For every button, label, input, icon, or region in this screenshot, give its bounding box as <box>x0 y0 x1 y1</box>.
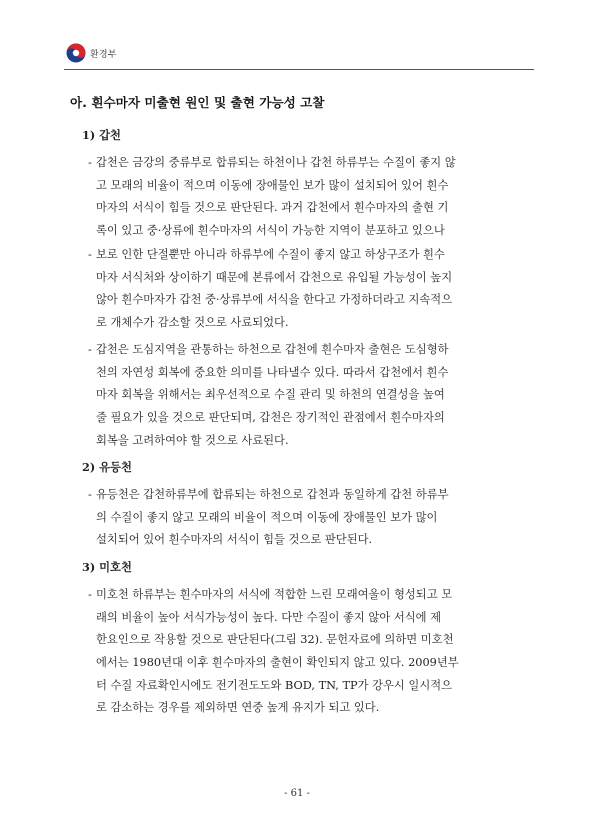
text-line: 갑천은 금강의 중류부로 합류되는 하천이나 갑천 하류부는 수질이 좋지 않 <box>96 156 456 169</box>
bullet-dash: - <box>88 343 92 356</box>
header-divider <box>64 69 534 70</box>
text-line: 않아 흰수마자가 갑천 중·상류부에 서식을 한다고 가정하더라고 지속적으 <box>96 293 453 307</box>
bullet-dash: - <box>88 248 92 261</box>
taegeuk-emblem-icon <box>66 43 86 63</box>
text-line: 래의 비율이 높아 서식가능성이 높다. 다만 수질이 좋지 않아 서식에 제 <box>96 610 442 624</box>
text-line: 한요인으로 작용할 것으로 판단된다(그림 32). 문헌자료에 의하면 미호천 <box>96 633 454 647</box>
text-line: 미호천 하류부는 흰수마자의 서식에 적합한 느린 모래여울이 형성되고 모 <box>96 588 453 601</box>
subsection-heading-mihocheon: 3) 미호천 <box>82 560 132 574</box>
bullet-paragraph <box>88 584 538 720</box>
org-name: 환경부 <box>90 49 117 60</box>
text-line: 마자의 서식이 힘들 것으로 판단된다. 과거 갑천에서 흰수마자의 출현 기 <box>96 201 449 215</box>
subsection-heading-gapcheon: 1) 갑천 <box>82 128 121 142</box>
text-line: 터 수질 자료확인시에도 전기전도도와 BOD, TN, TP가 강우시 일시적으 <box>96 678 453 692</box>
text-line: 마자 서식처와 상이하기 때문에 본류에서 갑천으로 유입될 가능성이 높지 <box>96 270 453 284</box>
subsection-heading-yudeungcheon: 2) 유등천 <box>82 460 132 474</box>
text-line: 로 감소하는 경우를 제외하면 연중 높게 유지가 되고 있다. <box>96 701 380 715</box>
text-line: 고 모래의 비율이 적으며 이동에 장애물인 보가 많이 설치되어 있어 흰수 <box>96 178 449 192</box>
text-line: 줄 필요가 있을 것으로 판단되며, 갑천은 장기적인 관점에서 흰수마자의 <box>96 411 445 425</box>
bullet-paragraph <box>88 484 538 552</box>
text-line: 설치되어 있어 흰수마자의 서식이 힘들 것으로 판단된다. <box>96 533 373 547</box>
text-line: 보로 인한 단절뿐만 아니라 하류부에 수질이 좋지 않고 하상구조가 흰수 <box>96 248 445 261</box>
bullet-paragraph <box>88 339 538 452</box>
section-title: 아. 흰수마자 미출현 원인 및 출현 가능성 고찰 <box>70 95 325 110</box>
bullet-paragraph <box>88 244 538 335</box>
bullet-dash: - <box>88 488 92 501</box>
bullet-dash: - <box>88 588 92 601</box>
page-number: - 61 - <box>284 788 310 799</box>
bullet-paragraph <box>88 152 538 243</box>
document-header <box>66 40 117 66</box>
text-line: 로 개체수가 감소할 것으로 사료되었다. <box>96 316 289 330</box>
text-line: 에서는 1980년대 이후 흰수마자의 출현이 확인되지 않고 있다. 2009년부 <box>96 656 459 670</box>
text-line: 유등천은 갑천하류부에 합류되는 하천으로 갑천과 동일하게 갑천 하류부 <box>96 488 449 501</box>
bullet-dash: - <box>88 156 92 169</box>
text-line: 록이 있고 중·상류에 흰수마자의 서식이 가능한 지역이 분포하고 있으나 <box>96 224 445 238</box>
text-line: 의 수질이 좋지 않고 모래의 비율이 적으며 이동에 장애물인 보가 많이 <box>96 510 438 524</box>
text-line: 천의 자연성 회복에 중요한 의미를 나타낼수 있다. 따라서 갑천에서 흰수 <box>96 365 449 379</box>
text-line: 갑천은 도심지역을 관통하는 하천으로 갑천에 흰수마자 출현은 도심형하 <box>96 343 449 356</box>
text-line: 마자 회복을 위해서는 최우선적으로 수질 관리 및 하천의 연결성을 높여 <box>96 388 445 402</box>
text-line: 회복을 고려하여야 할 것으로 사료된다. <box>96 433 289 447</box>
